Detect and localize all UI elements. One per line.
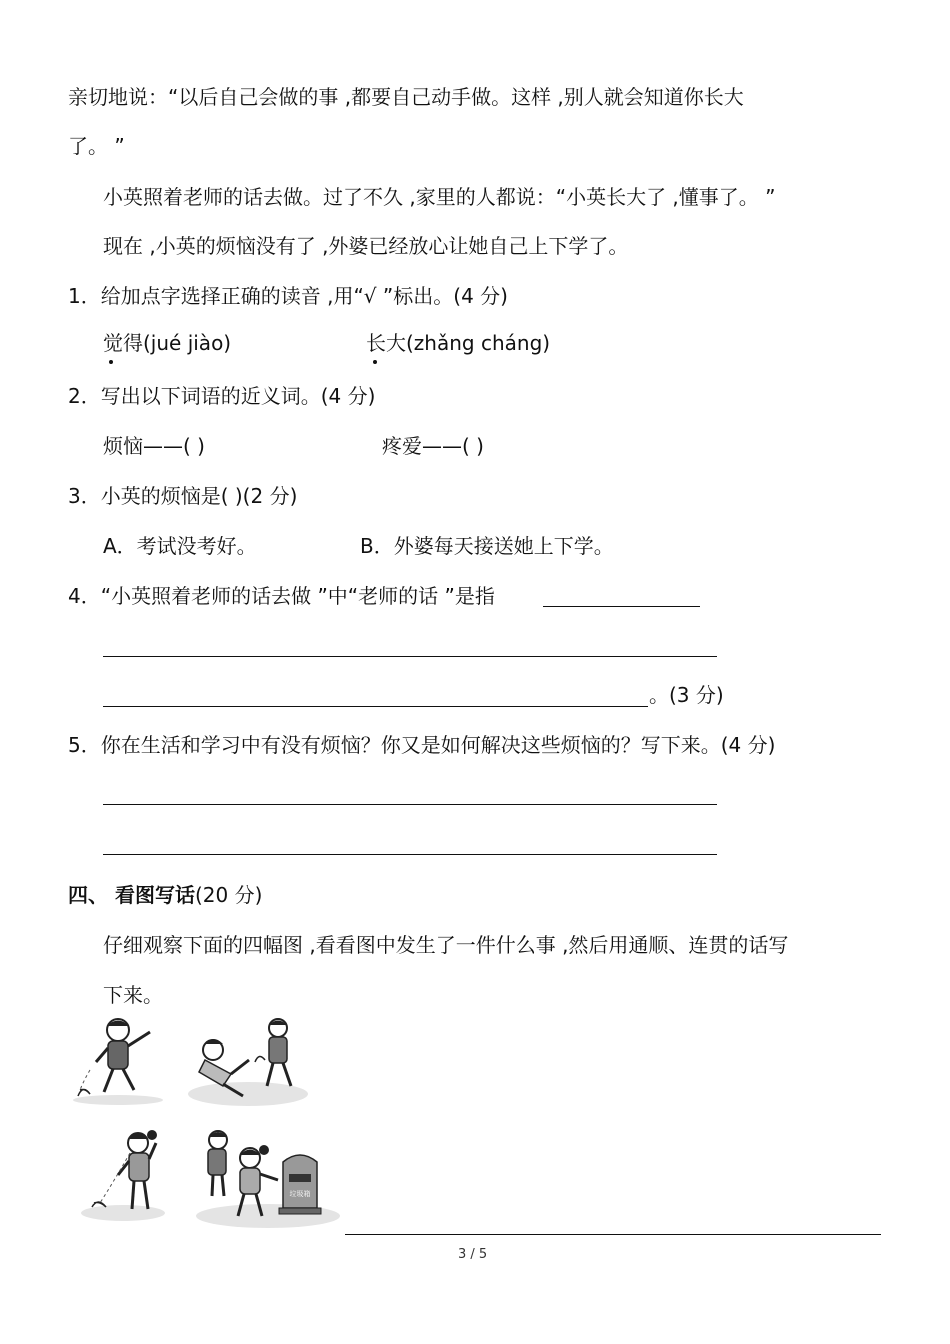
section-4-title: 四、 看图写话 [68,883,195,907]
trash-bin-label: 垃圾箱 [289,1190,311,1198]
passage-line-2: 了。 ” [68,134,125,158]
comic-picture-1 [68,1010,168,1110]
writing-answer-line[interactable] [345,1234,881,1235]
section-4-heading [68,882,262,908]
question-4-answer-line-2[interactable] [103,656,717,657]
passage-line-3: 小英照着老师的话去做。过了不久 ,家里的人都说：“小英长大了 ,懂事了。 ” [103,185,776,209]
passage-line-4: 现在 ,小英的烦恼没有了 ,外婆已经放心让她自己上下学了。 [103,234,629,258]
question-5-prompt: 5．你在生活和学习中有没有烦恼？你又是如何解决这些烦恼的？写下来。(4 分) [68,733,776,757]
question-4-answer-line-3[interactable] [103,706,648,707]
question-2-prompt: 2．写出以下词语的近义词。(4 分) [68,384,376,408]
emphasis-dot-jue [109,360,113,364]
question-2-item-2[interactable]: 疼爱——( ) [382,434,484,458]
emphasis-dot-zhang [373,360,377,364]
comic-picture-2 [183,1012,313,1112]
section-4-instruction-2: 下来。 [103,983,163,1007]
question-2-item-1[interactable]: 烦恼——( ) [103,434,205,458]
question-1-item-2[interactable]: 长大(zhǎng cháng) [366,331,551,355]
comic-picture-3 [78,1125,178,1225]
section-4-instruction-1: 仔细观察下面的四幅图 ,看看图中发生了一件什么事 ,然后用通顺、连贯的话写 [103,933,789,957]
question-4-answer-line-1[interactable] [543,606,700,607]
question-5-answer-line-2[interactable] [103,854,717,855]
question-4-suffix: 。(3 分) [649,683,724,707]
question-4-prompt: 4．“小英照着老师的话去做 ”中“老师的话 ”是指 [68,584,495,608]
question-1-prompt: 1．给加点字选择正确的读音 ,用“√ ”标出。(4 分) [68,284,508,308]
question-1-item-1[interactable]: 觉得(jué jiào) [103,331,232,355]
question-3-option-b[interactable]: B．外婆每天接送她上下学。 [360,534,614,558]
page-number: 3 / 5 [458,1247,488,1262]
question-3-option-a[interactable]: A．考试没考好。 [103,534,257,558]
comic-picture-4 [188,1122,348,1232]
question-5-answer-line-1[interactable] [103,804,717,805]
section-4-score: (20 分) [194,883,263,907]
passage-line-1: 亲切地说：“以后自己会做的事 ,都要自己动手做。这样 ,别人就会知道你长大 [68,85,744,109]
question-3-prompt: 3．小英的烦恼是( )(2 分) [68,484,298,508]
